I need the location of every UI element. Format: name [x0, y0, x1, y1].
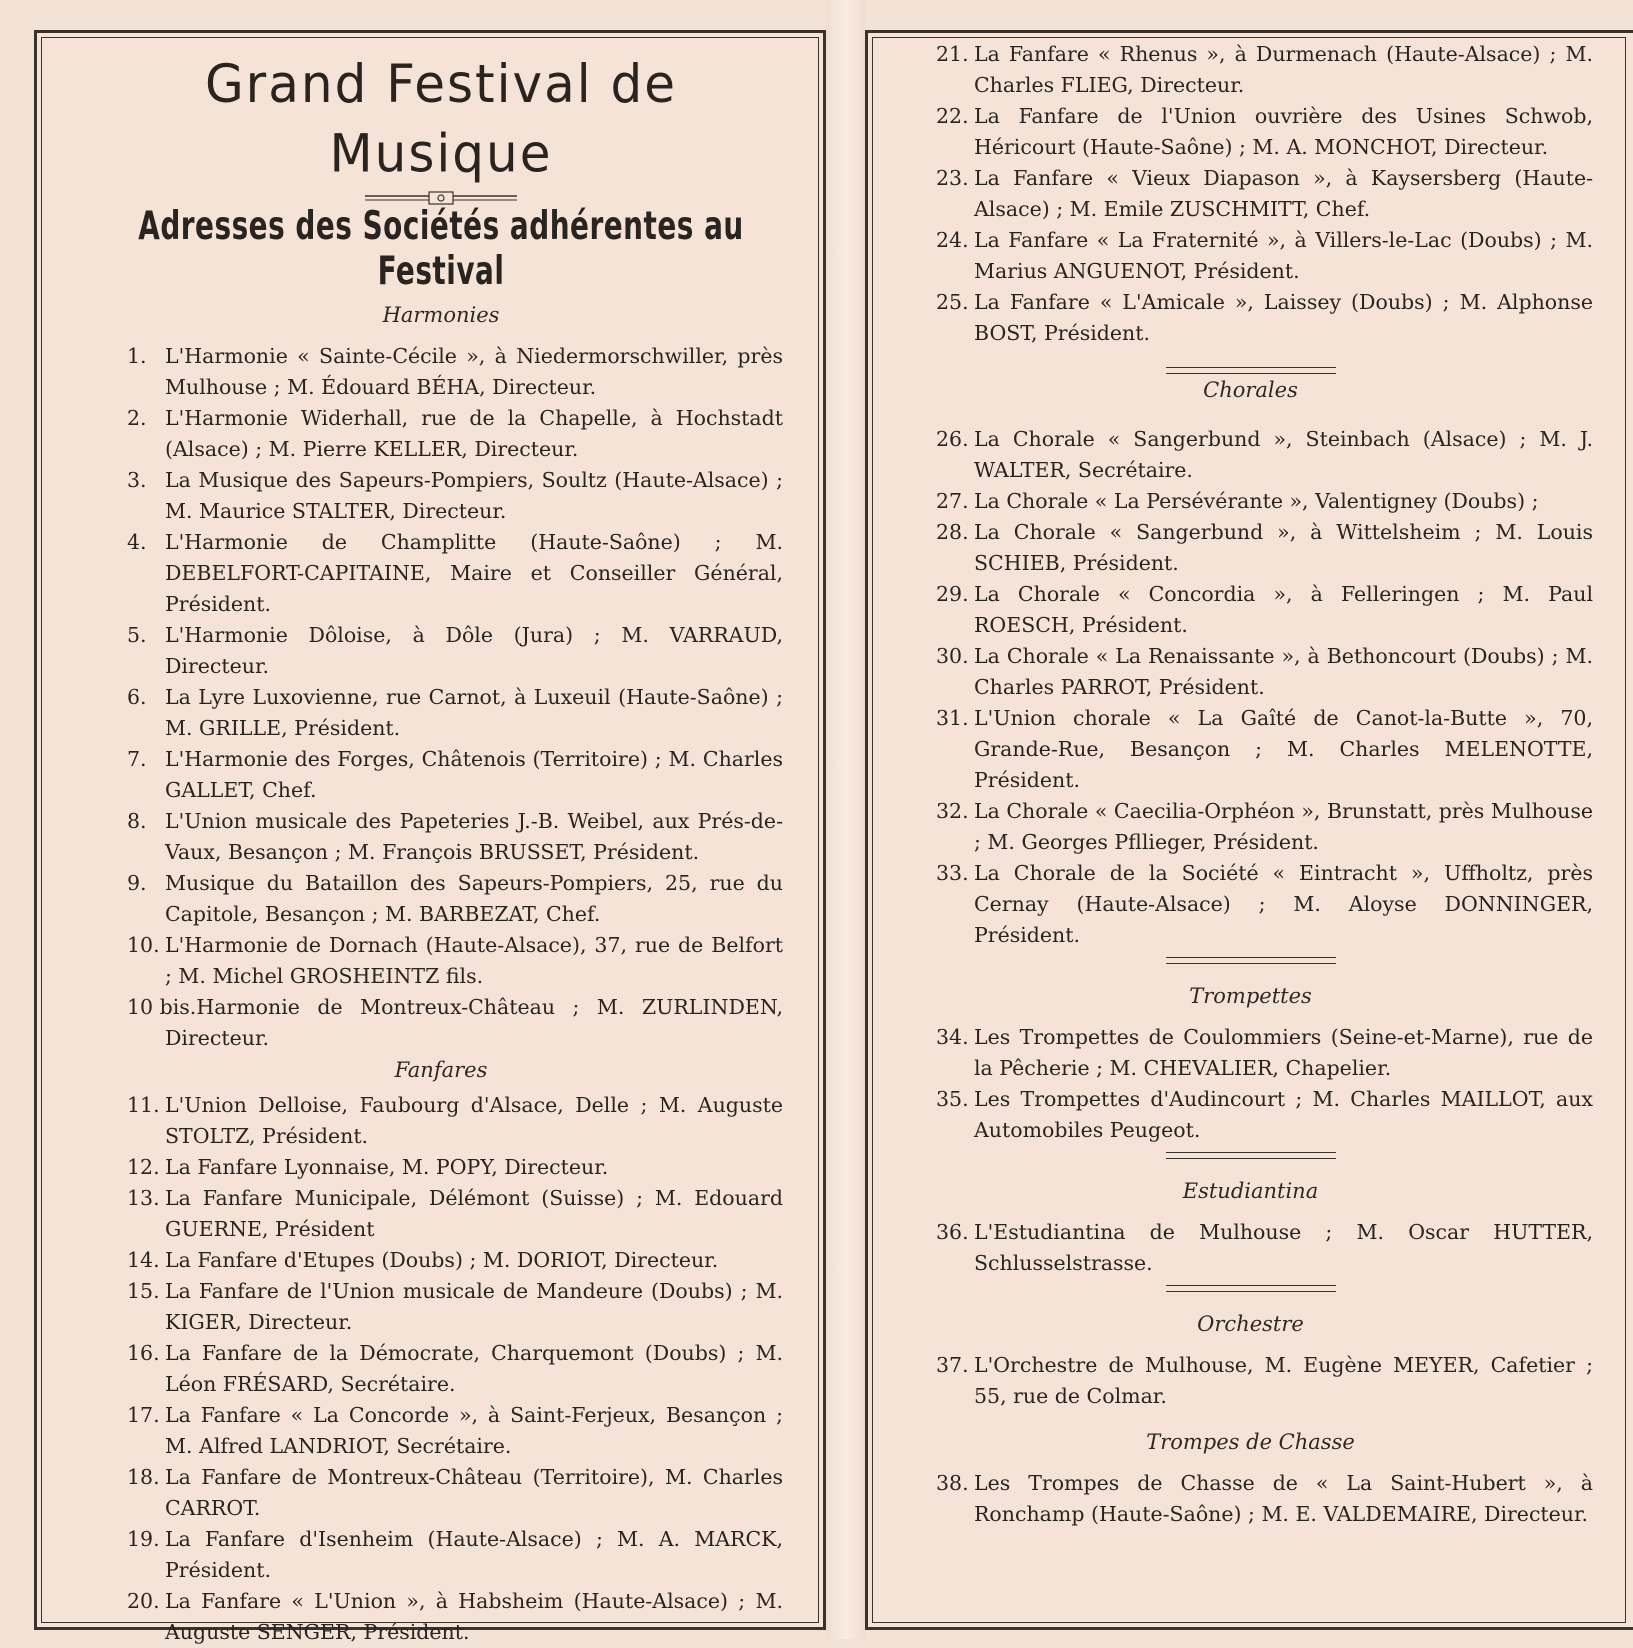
- entry-number: 13.: [127, 1186, 160, 1210]
- entry-number: 10.: [127, 933, 160, 957]
- entry-number: 22.: [936, 104, 969, 128]
- page-title: Grand Festival de Musique: [204, 53, 678, 185]
- list-item: [908, 39, 1593, 101]
- entry-number: 21.: [936, 42, 969, 66]
- list-item: [99, 992, 783, 1054]
- section-rule: [1166, 367, 1336, 374]
- entry-text: La Fanfare « Rhenus », à Durmenach (Haute-Alsace) ; M. Charles FLIEG, Directeur.: [974, 42, 1593, 97]
- entry-text: La Fanfare « La Fraternité », à Villers-le-Lac (Doubs) ; M. Marius ANGUENOT, Président.: [974, 228, 1593, 283]
- entry-text: Les Trompettes d'Audincourt ; M. Charles MAILLOT, aux Automobiles Peugeot.: [974, 1087, 1593, 1142]
- list-item: [99, 465, 783, 527]
- left-page: [34, 30, 826, 1644]
- entry-text: L'Harmonie de Dornach (Haute-Alsace), 37, rue de Belfort ; M. Michel GROSHEINTZ fils.: [165, 933, 783, 988]
- entry-number: 33.: [936, 861, 969, 885]
- entry-text: L'Harmonie « Sainte-Cécile », à Niedermorschwiller, près Mulhouse ; M. Édouard BÉHA, Directeur.: [165, 344, 783, 399]
- list-item: [908, 225, 1593, 287]
- entry-number: 23.: [936, 166, 969, 190]
- entry-number: 20.: [127, 1589, 160, 1613]
- entry-number: 35.: [936, 1087, 969, 1111]
- entry-text: L'Harmonie de Champlitte (Haute-Saône) ; M. DEBELFORT-CAPITAINE, Maire et Conseiller Général, Président.: [165, 530, 783, 616]
- list-item: [99, 341, 783, 403]
- harmonies-list: [99, 341, 783, 1054]
- list-item: [99, 1152, 783, 1183]
- list-item: [908, 517, 1593, 579]
- entry-text: Les Trompettes de Coulommiers (Seine-et-Marne), rue de la Pêcherie ; M. CHEVALIER, Chapelier.: [974, 1025, 1593, 1080]
- entry-text: Les Trompes de Chasse de « La Saint-Hubert », à Ronchamp (Haute-Saône) ; M. E. VALDEMAIRE, Directeur.: [974, 1471, 1593, 1526]
- entry-text: L'Orchestre de Mulhouse, M. Eugène MEYER, Cafetier ; 55, rue de Colmar.: [974, 1353, 1593, 1408]
- entry-number: 3.: [127, 468, 147, 492]
- list-item: [99, 403, 783, 465]
- chorales-list: [908, 424, 1593, 951]
- entry-number: 17.: [127, 1403, 160, 1427]
- entry-text: La Fanfare de l'Union ouvrière des Usines Schwob, Héricourt (Haute-Saône) ; M. A. MONCHOT, Directeur.: [974, 104, 1593, 159]
- estudiantina-list: [908, 1217, 1593, 1279]
- list-item: [99, 1276, 783, 1338]
- entry-text: Harmonie de Montreux-Château ; M. ZURLINDEN, Directeur.: [165, 995, 783, 1050]
- list-item: [99, 744, 783, 806]
- entry-number: 37.: [936, 1353, 969, 1377]
- entry-number: 4.: [127, 530, 147, 554]
- entry-number: 26.: [936, 427, 969, 451]
- entry-number: 1.: [127, 344, 147, 368]
- entry-text: La Chorale « Sangerbund », à Wittelsheim ; M. Louis SCHIEB, Président.: [974, 520, 1593, 575]
- entry-text: L'Harmonie des Forges, Châtenois (Territoire) ; M. Charles GALLET, Chef.: [165, 747, 783, 802]
- entry-number: 34.: [936, 1025, 969, 1049]
- list-item: [908, 796, 1593, 858]
- trompes-list: [908, 1468, 1593, 1530]
- section-heading-trompettes: Trompettes: [1189, 984, 1312, 1008]
- entry-number: 30.: [936, 644, 969, 668]
- entry-text: La Chorale « La Persévérante », Valentigney (Doubs) ;: [974, 489, 1539, 513]
- list-item: [99, 1090, 783, 1152]
- section-rule: [1166, 1285, 1336, 1292]
- entry-number: 32.: [936, 799, 969, 823]
- list-item: [99, 620, 783, 682]
- list-item: [99, 868, 783, 930]
- list-item: [908, 486, 1593, 517]
- entry-text: L'Union musicale des Papeteries J.-B. Weibel, aux Prés-de-Vaux, Besançon ; M. François BRUSSET, Président.: [165, 809, 783, 864]
- list-item: [99, 1400, 783, 1462]
- list-item: [908, 1022, 1593, 1084]
- list-item: [908, 163, 1593, 225]
- entry-text: La Fanfare « L'Union », à Habsheim (Haute-Alsace) ; M. Auguste SENGER, Président.: [165, 1589, 783, 1644]
- list-item: [99, 930, 783, 992]
- entry-text: La Lyre Luxovienne, rue Carnot, à Luxeuil (Haute-Saône) ; M. GRILLE, Président.: [165, 685, 783, 740]
- section-heading-chorales: Chorales: [1203, 378, 1298, 402]
- entry-number: 29.: [936, 582, 969, 606]
- entry-text: La Fanfare de Montreux-Château (Territoire), M. Charles CARROT.: [165, 1465, 783, 1520]
- entry-text: La Chorale « Caecilia-Orphéon », Brunstatt, près Mulhouse ; M. Georges Pfllieger, Président.: [974, 799, 1593, 854]
- list-item: [908, 287, 1593, 349]
- entry-number: 14.: [127, 1248, 160, 1272]
- entry-text: La Fanfare « L'Amicale », Laissey (Doubs) ; M. Alphonse BOST, Président.: [974, 290, 1593, 345]
- fanfares-list-left: [99, 1090, 783, 1648]
- entry-text: La Chorale « Concordia », à Felleringen ; M. Paul ROESCH, Président.: [974, 582, 1593, 637]
- list-item: [908, 1084, 1593, 1146]
- list-item: [908, 101, 1593, 163]
- entry-text: La Fanfare d'Isenheim (Haute-Alsace) ; M. A. MARCK, Président.: [165, 1527, 783, 1582]
- list-item: [908, 858, 1593, 951]
- entry-number: 10 bis.: [127, 995, 197, 1019]
- section-heading-harmonies: Harmonies: [382, 303, 500, 327]
- entry-number: 25.: [936, 290, 969, 314]
- list-item: [99, 1338, 783, 1400]
- entry-number: 31.: [936, 706, 969, 730]
- entry-number: 38.: [936, 1471, 969, 1495]
- entry-text: L'Harmonie Dôloise, à Dôle (Jura) ; M. VARRAUD, Directeur.: [165, 623, 783, 678]
- page-subtitle: Adresses des Sociétés adhérentes au Festival: [138, 204, 744, 294]
- entry-number: 27.: [936, 489, 969, 513]
- list-item: [908, 641, 1593, 703]
- entry-number: 15.: [127, 1279, 160, 1303]
- entry-text: L'Union Delloise, Faubourg d'Alsace, Delle ; M. Auguste STOLTZ, Président.: [165, 1093, 783, 1148]
- entry-text: Musique du Bataillon des Sapeurs-Pompiers, 25, rue du Capitole, Besançon ; M. BARBEZAT, Chef.: [165, 871, 783, 926]
- list-item: [99, 527, 783, 620]
- entry-text: La Chorale « Sangerbund », Steinbach (Alsace) ; M. J. WALTER, Secrétaire.: [974, 427, 1593, 482]
- list-item: [99, 1183, 783, 1245]
- list-item: [908, 703, 1593, 796]
- list-item: [908, 1217, 1593, 1279]
- list-item: [908, 424, 1593, 486]
- entry-number: 24.: [936, 228, 969, 252]
- list-item: [908, 1468, 1593, 1530]
- right-page: [865, 30, 1633, 1630]
- trompettes-list: [908, 1022, 1593, 1146]
- entry-text: La Fanfare Municipale, Délémont (Suisse) ; M. Edouard GUERNE, Président: [165, 1186, 783, 1241]
- entry-text: L'Harmonie Widerhall, rue de la Chapelle, à Hochstadt (Alsace) ; M. Pierre KELLER, Directeur.: [165, 406, 783, 461]
- fanfares-list-right: [908, 39, 1593, 349]
- section-heading-trompes: Trompes de Chasse: [1146, 1430, 1355, 1454]
- entry-number: 36.: [936, 1220, 969, 1244]
- section-rule: [1166, 957, 1336, 964]
- list-item: [99, 806, 783, 868]
- list-item: [99, 1524, 783, 1586]
- entry-text: La Fanfare de la Démocrate, Charquemont (Doubs) ; M. Léon FRÉSARD, Secrétaire.: [165, 1341, 783, 1396]
- entry-text: La Fanfare « La Concorde », à Saint-Ferjeux, Besançon ; M. Alfred LANDRIOT, Secrétaire.: [165, 1403, 783, 1458]
- entry-number: 19.: [127, 1527, 160, 1551]
- entry-text: La Chorale « La Renaissante », à Bethoncourt (Doubs) ; M. Charles PARROT, Président.: [974, 644, 1593, 699]
- entry-number: 16.: [127, 1341, 160, 1365]
- entry-text: La Fanfare de l'Union musicale de Mandeure (Doubs) ; M. KIGER, Directeur.: [165, 1279, 783, 1334]
- entry-text: La Fanfare Lyonnaise, M. POPY, Directeur.: [165, 1155, 609, 1179]
- list-item: [99, 1462, 783, 1524]
- entry-text: La Fanfare d'Etupes (Doubs) ; M. DORIOT, Directeur.: [165, 1248, 719, 1272]
- entry-text: La Chorale de la Société « Eintracht », Uffholtz, près Cernay (Haute-Alsace) ; M. Aloyse DONNINGER, Président.: [974, 861, 1593, 947]
- entry-text: La Musique des Sapeurs-Pompiers, Soultz (Haute-Alsace) ; M. Maurice STALTER, Directeur.: [165, 468, 783, 523]
- orchestre-list: [908, 1350, 1593, 1412]
- entry-number: 18.: [127, 1465, 160, 1489]
- entry-text: La Fanfare « Vieux Diapason », à Kaysersberg (Haute-Alsace) ; M. Emile ZUSCHMITT, Chef.: [974, 166, 1593, 221]
- page-fold: [826, 0, 865, 1639]
- entry-text: L'Estudiantina de Mulhouse ; M. Oscar HUTTER, Schlusselstrasse.: [974, 1220, 1593, 1275]
- list-item: [99, 682, 783, 744]
- entry-number: 8.: [127, 809, 147, 833]
- section-rule: [1166, 1152, 1336, 1159]
- list-item: [908, 579, 1593, 641]
- entry-text: L'Union chorale « La Gaîté de Canot-la-Butte », 70, Grande-Rue, Besançon ; M. Charles MELENOTTE, Président.: [974, 706, 1593, 792]
- entry-number: 7.: [127, 747, 147, 771]
- section-heading-orchestre: Orchestre: [1197, 1312, 1304, 1336]
- entry-number: 6.: [127, 685, 147, 709]
- section-heading-estudiantina: Estudiantina: [1182, 1179, 1319, 1203]
- entry-number: 2.: [127, 406, 147, 430]
- entry-number: 28.: [936, 520, 969, 544]
- entry-number: 12.: [127, 1155, 160, 1179]
- list-item: [99, 1245, 783, 1276]
- entry-number: 5.: [127, 623, 147, 647]
- entry-number: 9.: [127, 871, 147, 895]
- entry-number: 11.: [127, 1093, 160, 1117]
- list-item: [908, 1350, 1593, 1412]
- section-heading-fanfares: Fanfares: [394, 1058, 488, 1082]
